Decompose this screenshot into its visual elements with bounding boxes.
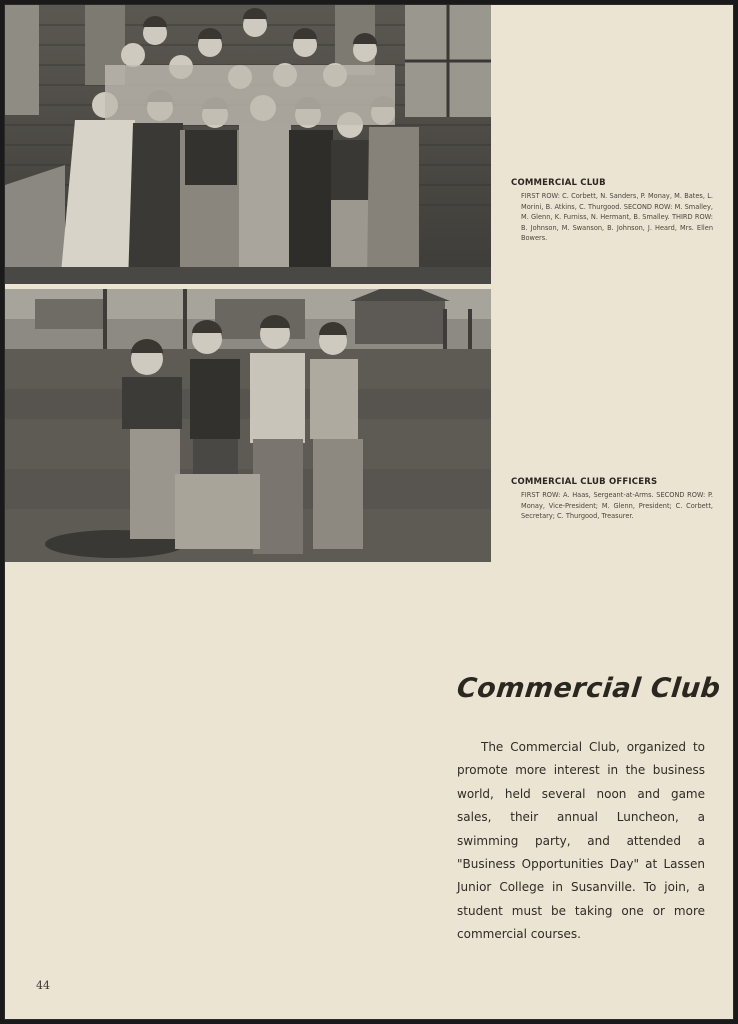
club-officers-photo xyxy=(5,289,491,562)
club-group-photo xyxy=(5,5,491,284)
article-heading: Commercial Club xyxy=(455,673,723,704)
page-number: 44 xyxy=(36,979,50,992)
club-caption-title: COMMERCIAL CLUB xyxy=(511,178,606,188)
officers-caption-text: FIRST ROW: A. Haas, Sergeant-at-Arms. SECOND ROW: P. Monay, Vice-President; M. Glenn, President; C. Corbett, Secretary; C. Thurgood, Treasurer. xyxy=(521,491,713,520)
officers-photo-caption xyxy=(511,477,713,522)
club-officers-photo-image xyxy=(5,289,491,562)
article-body: The Commercial Club, organized to promote more interest in the business world, held several noon and game sales, their annual Luncheon, a swimming party, and attended a "Business Opportunities Day" at Lassen Junior College in Susanville. To join, a student must be taking one or more commercial courses. xyxy=(457,740,705,942)
club-group-photo-image xyxy=(5,5,491,284)
officers-caption-title: COMMERCIAL CLUB OFFICERS xyxy=(511,477,658,487)
club-caption-text: FIRST ROW: C. Corbett, N. Sanders, P. Monay, M. Bates, L. Morini, B. Atkins, C. Thurgood. SECOND ROW: M. Smalley, M. Glenn, K. Furniss, N. Hermant, B. Smalley. THIRD ROW: B. Johnson, M. Swanson, B. Johnson, J. Heard, Mrs. Ellen Bowers. xyxy=(521,192,713,242)
club-photo-caption xyxy=(511,178,713,244)
yearbook-page xyxy=(4,4,734,1020)
